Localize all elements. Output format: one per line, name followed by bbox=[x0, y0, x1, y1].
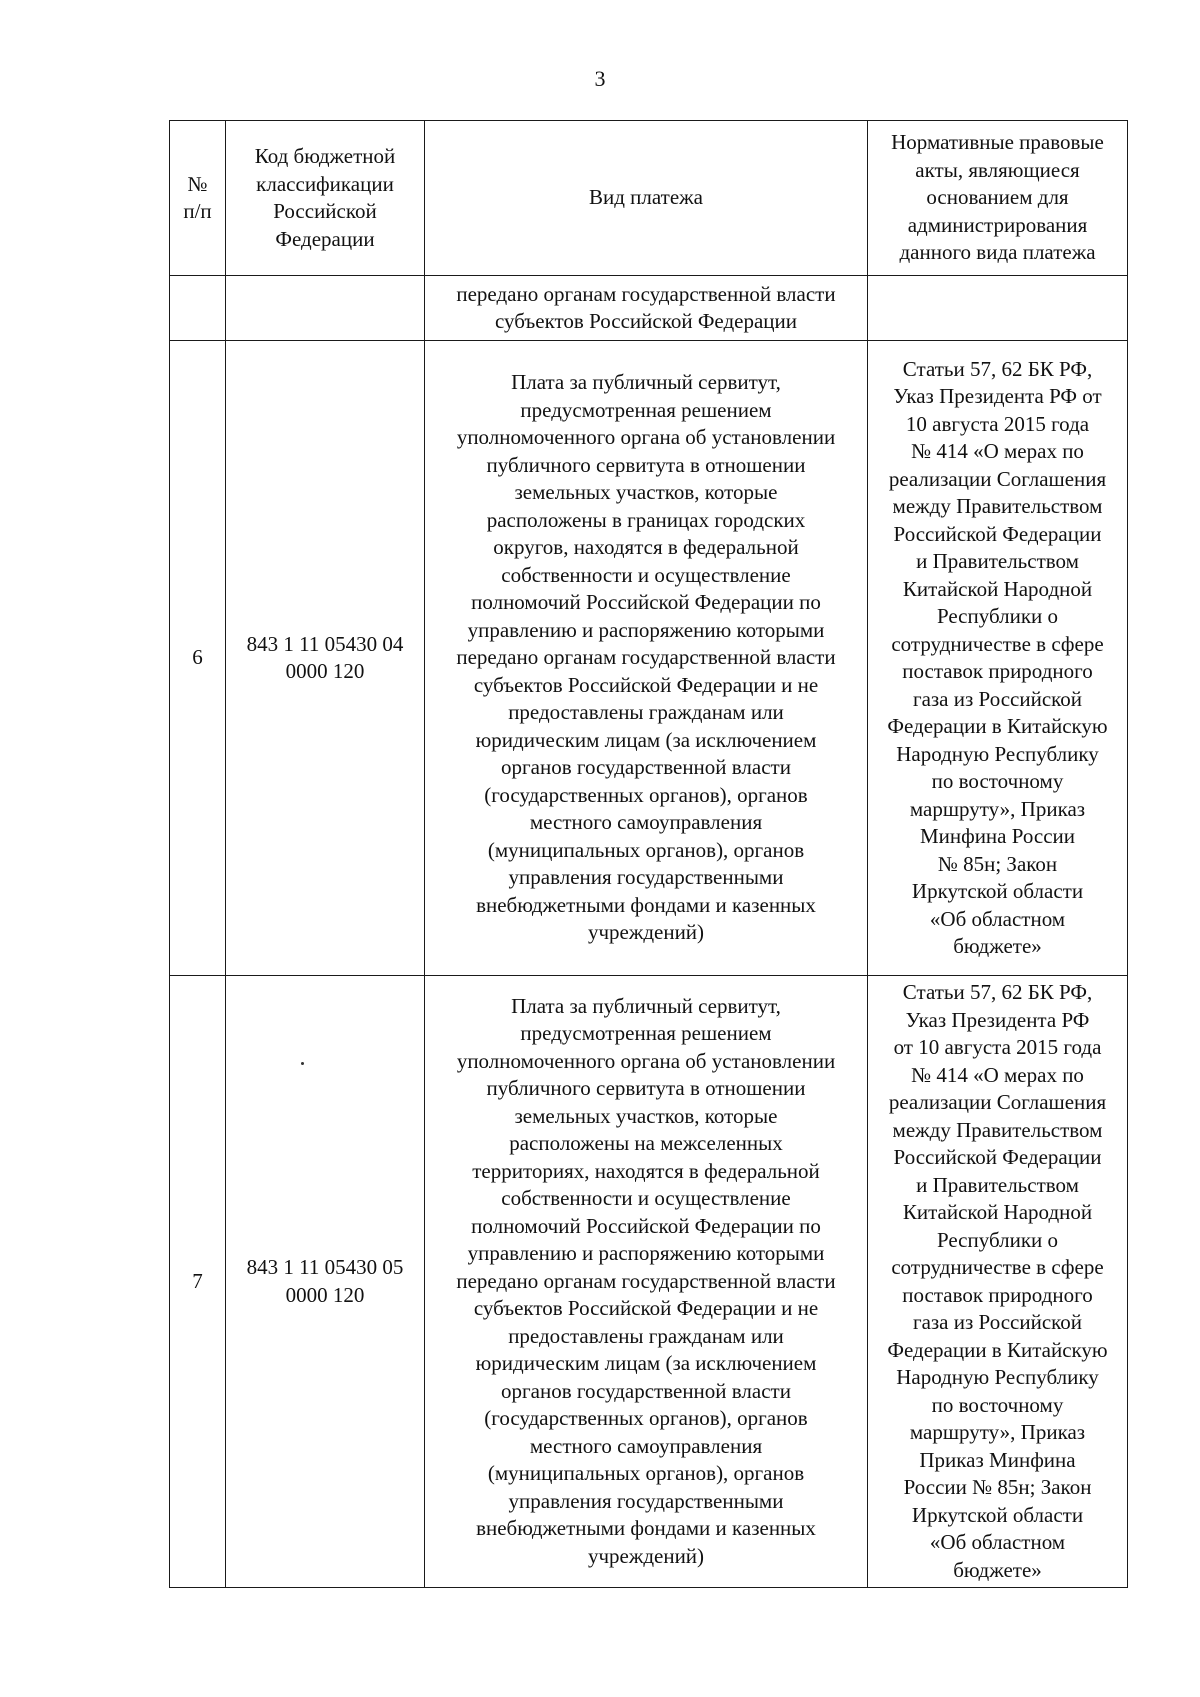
cont-acts bbox=[868, 276, 1128, 341]
row-code: 843 1 11 05430 05 0000 120 bbox=[226, 976, 425, 1588]
cont-code bbox=[226, 276, 425, 341]
row-acts: Статьи 57, 62 БК РФ, Указ Президента РФ от 10 августа 2015 года № 414 «О мерах по реализации Соглашения между Правительством Российской Федерации и Правительством Китайской Народной Республики о сотрудничестве в сфере поставок природного газа из Российской Федерации в Китайскую Народную Республику по восточному маршруту», Приказ Минфина России № 85н; Закон Иркутской области «Об областном бюджете» bbox=[868, 341, 1128, 976]
page-number: 3 bbox=[594, 66, 606, 91]
row-code: 843 1 11 05430 04 0000 120 bbox=[226, 341, 425, 976]
table-header-row bbox=[170, 121, 1128, 276]
row-acts: Статьи 57, 62 БК РФ, Указ Президента РФ от 10 августа 2015 года № 414 «О мерах по реализации Соглашения между Правительством Российской Федерации и Правительством Китайской Народной Республики о сотрудничестве в сфере поставок природного газа из Российской Федерации в Китайскую Народную Республику по восточному маршруту», Приказ Приказ Минфина России № 85н; Закон Иркутской области «Об областном бюджете» bbox=[868, 976, 1128, 1588]
cont-num bbox=[170, 276, 226, 341]
scan-speck bbox=[301, 1062, 304, 1065]
header-kind: Вид платежа bbox=[425, 121, 868, 276]
table-row bbox=[170, 976, 1128, 1588]
cont-kind: передано органам государственной власти субъектов Российской Федерации bbox=[425, 276, 868, 341]
table-row bbox=[170, 341, 1128, 976]
row-kind: Плата за публичный сервитут, предусмотренная решением уполномоченного органа об установлении публичного сервитута в отношении земельных участков, которые расположены на межселенных территориях, находятся в федеральной собственности и осуществление полномочий Российской Федерации по управлению и распоряжению которыми передано органам государственной власти субъектов Российской Федерации и не предоставлены гражданам или юридическим лицам (за исключением органов государственной власти (государственных органов), органов местного самоуправления (муниципальных органов), органов управления государственными внебюджетными фондами и казенных учреждений) bbox=[425, 976, 868, 1588]
table-row-continuation bbox=[170, 276, 1128, 341]
header-num: № п/п bbox=[170, 121, 226, 276]
header-acts: Нормативные правовые акты, являющиеся основанием для администрирования данного вида платежа bbox=[868, 121, 1128, 276]
row-num: 6 bbox=[170, 341, 226, 976]
row-kind: Плата за публичный сервитут, предусмотренная решением уполномоченного органа об установлении публичного сервитута в отношении земельных участков, которые расположены в границах городских округов, находятся в федеральной собственности и осуществление полномочий Российской Федерации по управлению и распоряжению которыми передано органам государственной власти субъектов Российской Федерации и не предоставлены гражданам или юридическим лицам (за исключением органов государственной власти (государственных органов), органов местного самоуправления (муниципальных органов), органов управления государственными внебюджетными фондами и казенных учреждений) bbox=[425, 341, 868, 976]
header-code: Код бюджетной классификации Российской Федерации bbox=[226, 121, 425, 276]
row-num: 7 bbox=[170, 976, 226, 1588]
payments-table bbox=[169, 120, 1128, 1588]
